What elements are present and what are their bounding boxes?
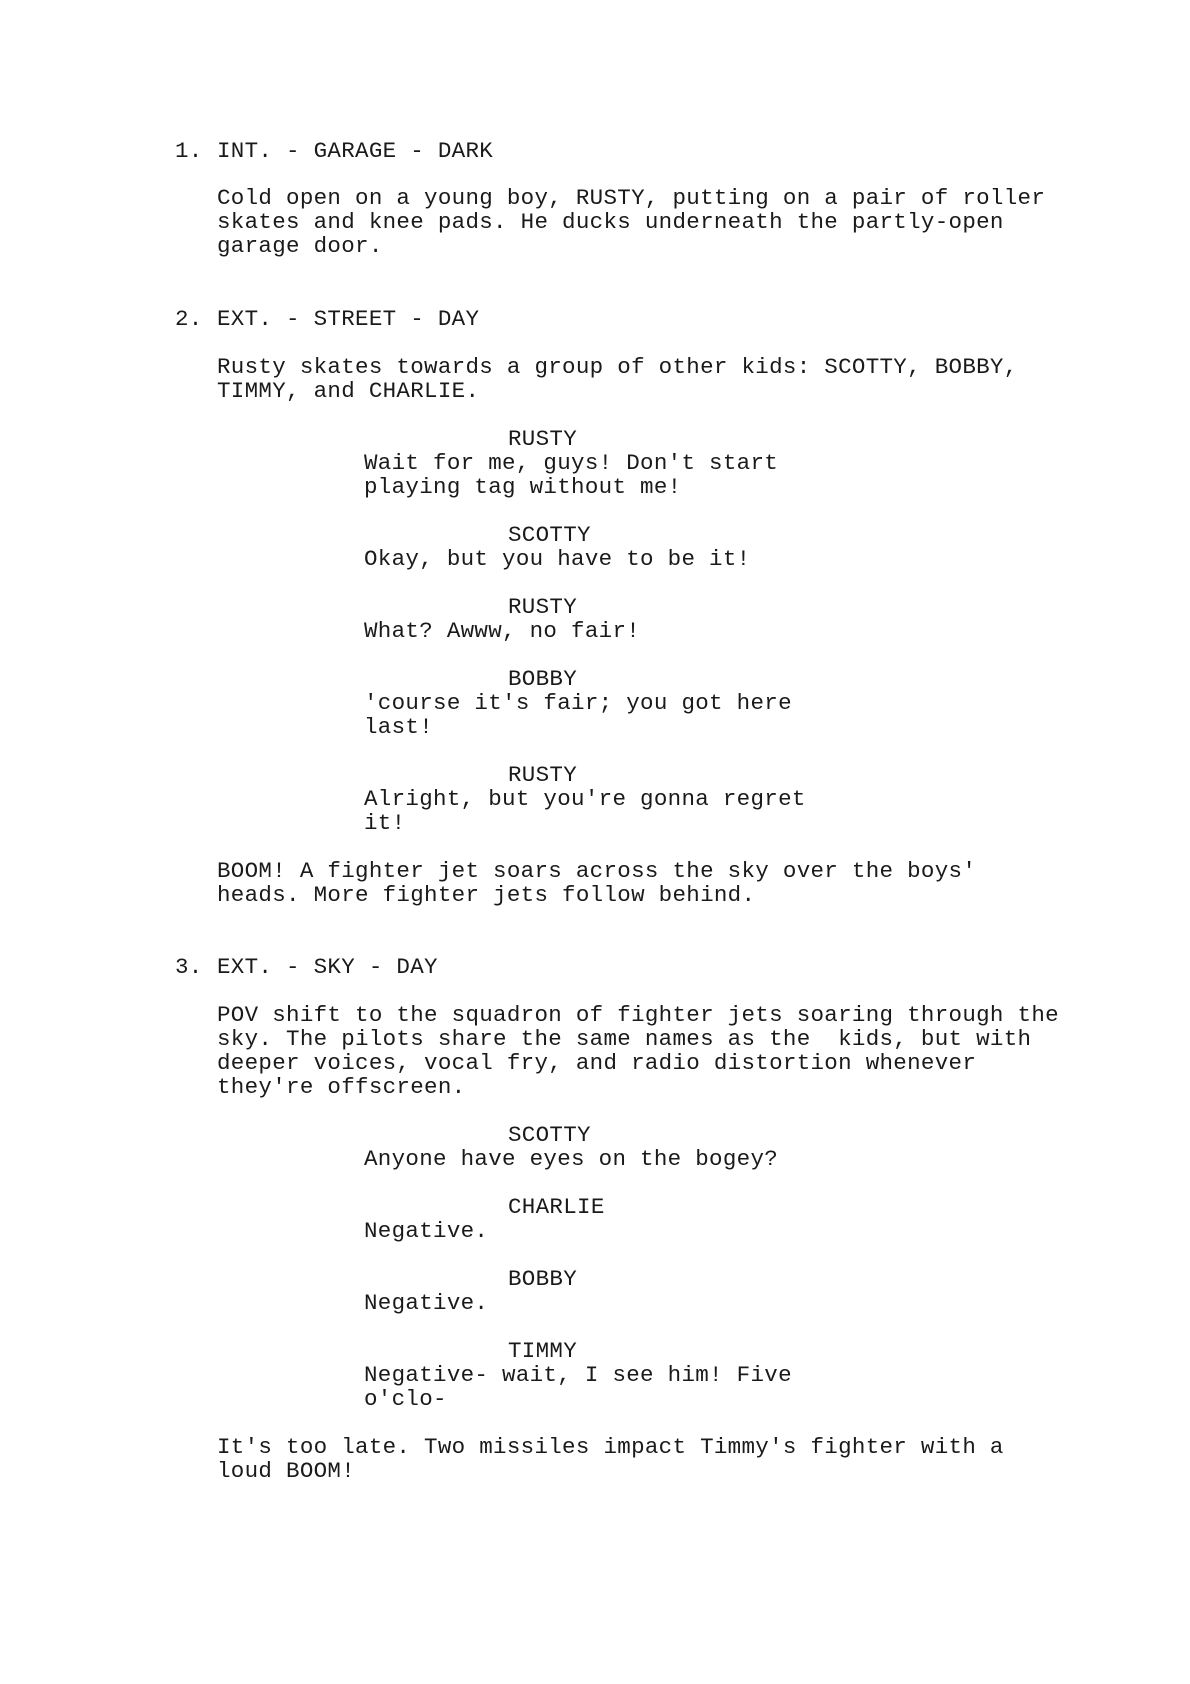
action-line: POV shift to the squadron of fighter jets soaring through the: [217, 1002, 1059, 1028]
dialogue-line: o'clo-: [364, 1386, 447, 1412]
dialogue-line: it!: [364, 810, 406, 836]
dialogue-line: playing tag without me!: [364, 474, 682, 500]
action-line: Cold open on a young boy, RUSTY, putting on a pair of roller: [217, 185, 1046, 211]
action-line: Rusty skates towards a group of other kids: SCOTTY, BOBBY,: [217, 354, 1018, 380]
action-line: heads. More fighter jets follow behind.: [217, 882, 756, 908]
action-line: It's too late. Two missiles impact Timmy's fighter with a: [217, 1434, 1004, 1460]
dialogue-line: Negative- wait, I see him! Five: [364, 1362, 792, 1388]
character-name: SCOTTY: [508, 1122, 591, 1148]
dialogue-line: last!: [364, 714, 434, 740]
character-name: RUSTY: [508, 762, 578, 788]
scene-heading: EXT. - STREET - DAY: [217, 306, 480, 332]
character-name: CHARLIE: [508, 1194, 605, 1220]
action-line: BOOM! A fighter jet soars across the sky over the boys': [217, 858, 977, 884]
action-line: TIMMY, and CHARLIE.: [217, 378, 480, 404]
character-name: RUSTY: [508, 594, 578, 620]
action-line: sky. The pilots share the same names as the kids, but with: [217, 1026, 1032, 1052]
dialogue-line: Negative.: [364, 1218, 489, 1244]
character-name: BOBBY: [508, 1266, 578, 1292]
dialogue-line: 'course it's fair; you got here: [364, 690, 792, 716]
scene-heading: EXT. - SKY - DAY: [217, 954, 438, 980]
character-name: RUSTY: [508, 426, 578, 452]
action-line: loud BOOM!: [217, 1458, 356, 1484]
action-line: skates and knee pads. He ducks underneath the partly-open: [217, 209, 1004, 235]
character-name: TIMMY: [508, 1338, 578, 1364]
action-line: they're offscreen.: [217, 1074, 466, 1100]
dialogue-line: Anyone have eyes on the bogey?: [364, 1146, 779, 1172]
dialogue-line: Alright, but you're gonna regret: [364, 786, 806, 812]
dialogue-line: Okay, but you have to be it!: [364, 546, 751, 572]
action-line: deeper voices, vocal fry, and radio distortion whenever: [217, 1050, 977, 1076]
character-name: BOBBY: [508, 666, 578, 692]
character-name: SCOTTY: [508, 522, 591, 548]
action-line: garage door.: [217, 233, 383, 259]
dialogue-line: Wait for me, guys! Don't start: [364, 450, 779, 476]
dialogue-line: Negative.: [364, 1290, 489, 1316]
scene-number: 2.: [175, 306, 203, 332]
dialogue-line: What? Awww, no fair!: [364, 618, 641, 644]
scene-number: 1.: [175, 138, 203, 164]
scene-number: 3.: [175, 954, 203, 980]
scene-heading: INT. - GARAGE - DARK: [217, 138, 494, 164]
